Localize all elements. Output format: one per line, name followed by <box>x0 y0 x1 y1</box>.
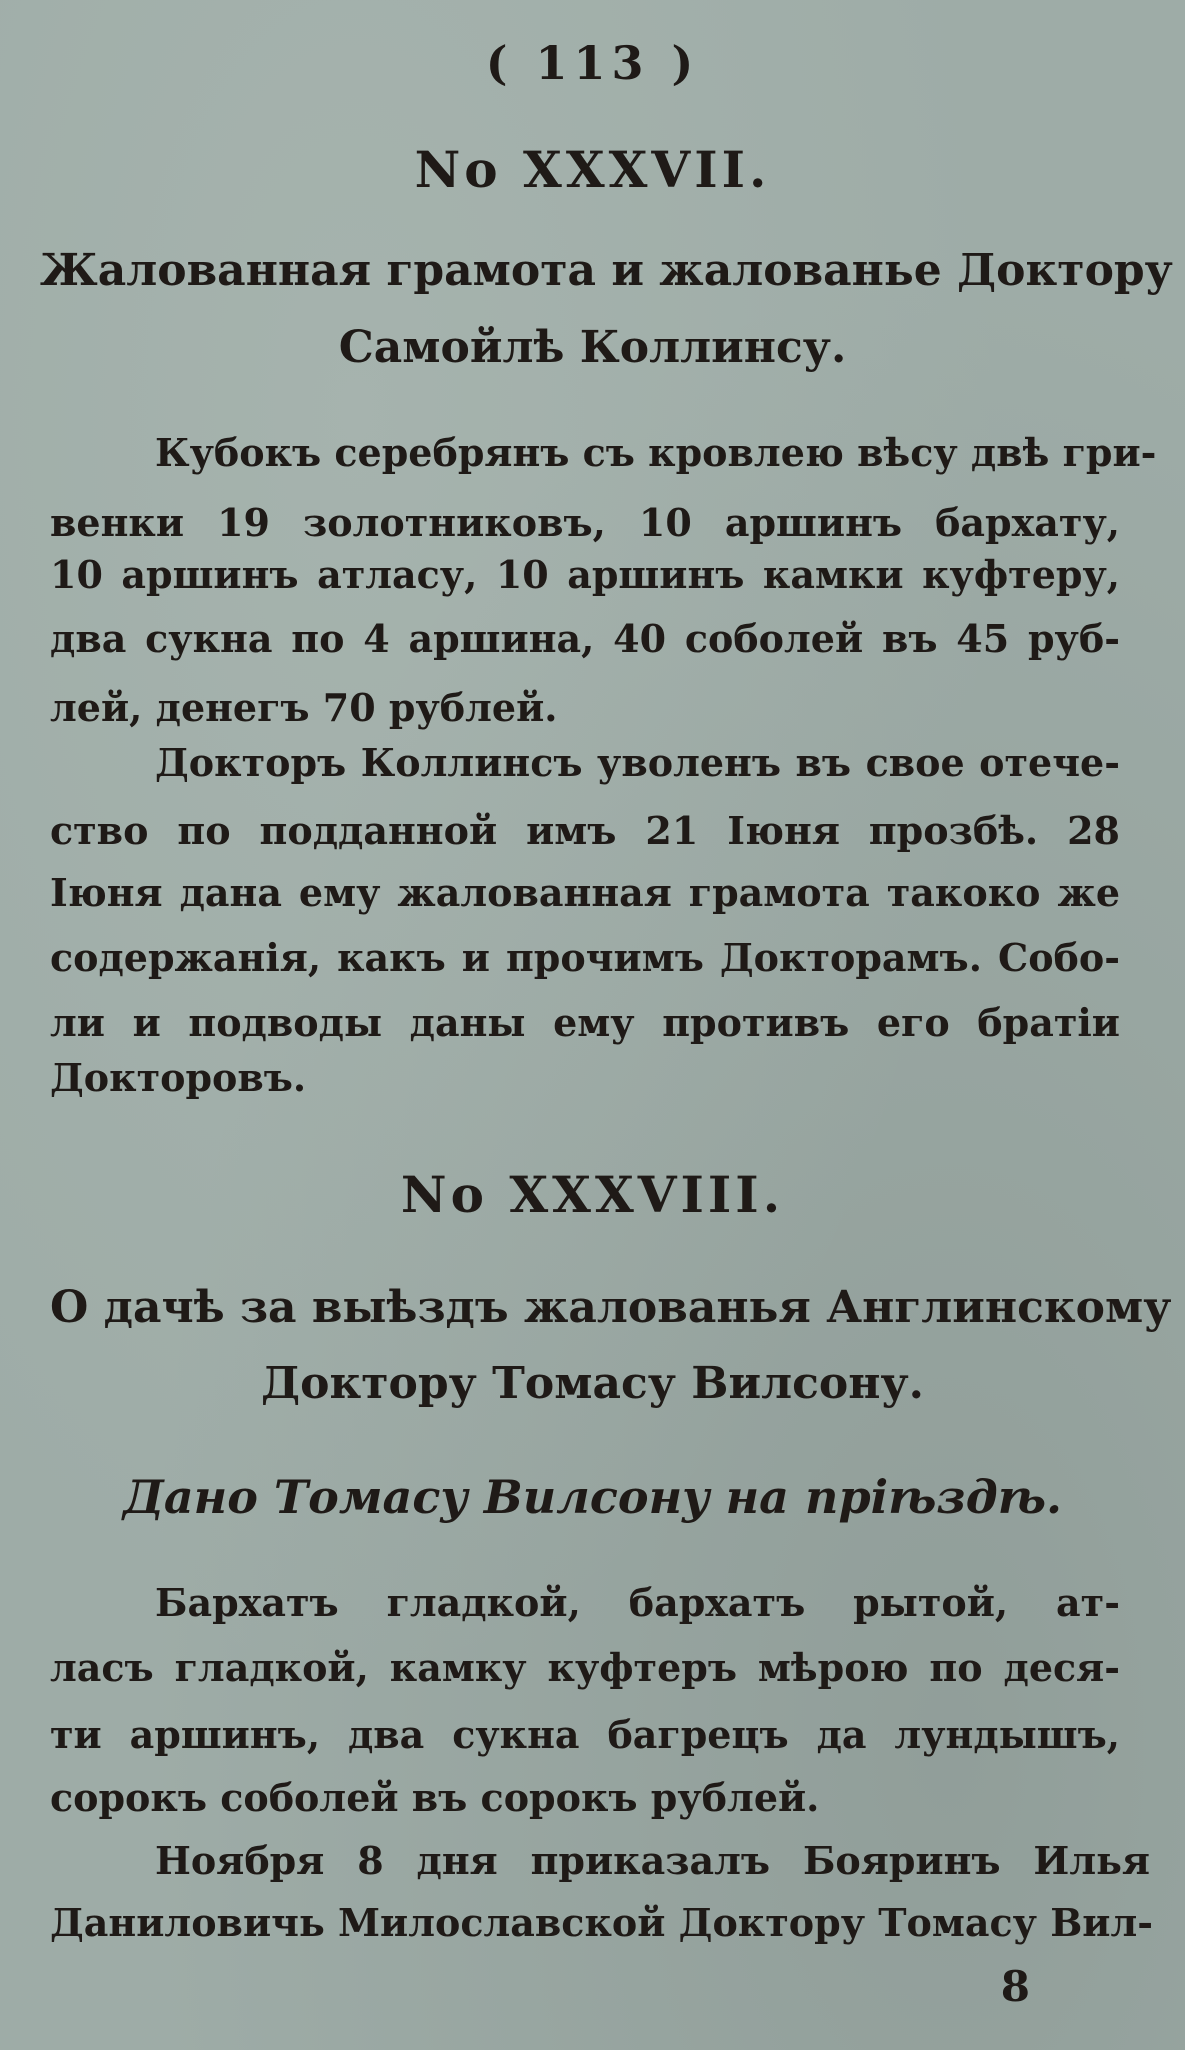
paragraph-line: Даниловичь Милославской Доктору Томасу Вил- <box>50 1900 1154 1945</box>
paragraph-line: ти аршинъ, два сукна багрецъ да лундышъ, <box>50 1712 1120 1757</box>
section-number-37: No XXXVII. <box>414 140 771 199</box>
paragraph-line: ли и подводы даны ему противъ его братіи <box>50 1000 1120 1045</box>
paragraph-line: Ноября 8 дня приказалъ Бояринъ Илья <box>155 1838 1150 1883</box>
paragraph-line: ство по подданной имъ 21 Іюня прозбѣ. 28 <box>50 808 1120 853</box>
paragraph-line: 10 аршинъ атласу, 10 аршинъ камки куфтеру, <box>50 552 1120 597</box>
printer-signature: 8 <box>1000 1962 1030 2011</box>
paragraph-line: ласъ гладкой, камку куфтеръ мѣрою по деся- <box>50 1645 1120 1690</box>
section-number-38: No XXXVIII. <box>400 1165 785 1224</box>
section-title-37-line-1: Жалованная грамота и жалованье Доктору <box>40 245 1173 296</box>
section-title-38-line-1: О дачѣ за выѣздъ жалованья Англинскому <box>50 1282 1172 1333</box>
paragraph-line: Бархатъ гладкой, бархатъ рытой, ат- <box>155 1580 1120 1625</box>
paragraph-line: Кубокъ серебрянъ съ кровлею вѣсу двѣ гри- <box>155 430 1157 475</box>
paragraph-line: Докторъ Коллинсъ уволенъ въ свое отече- <box>155 740 1120 785</box>
paragraph-line: содержанія, какъ и прочимъ Докторамъ. Собо- <box>50 935 1120 980</box>
paragraph-line: венки 19 золотниковъ, 10 аршинъ бархату, <box>50 500 1120 545</box>
paragraph-line: сорокъ соболей въ сорокъ рублей. <box>50 1775 820 1820</box>
paragraph-line: Іюня дана ему жалованная грамота такоко же <box>50 870 1120 915</box>
section-title-38-line-2: Доктору Томасу Вилсону. <box>261 1358 924 1409</box>
section-subtitle-38: Дано Томасу Вилсону на пріѣздѣ. <box>122 1470 1063 1524</box>
section-title-37-line-2: Самойлѣ Коллинсу. <box>338 322 847 373</box>
paragraph-line: лей, денегъ 70 рублей. <box>50 685 558 730</box>
paragraph-line: два сукна по 4 аршина, 40 соболей въ 45 руб- <box>50 616 1120 661</box>
page-number: ( 113 ) <box>485 36 700 90</box>
paragraph-line: Докторовъ. <box>50 1055 307 1100</box>
